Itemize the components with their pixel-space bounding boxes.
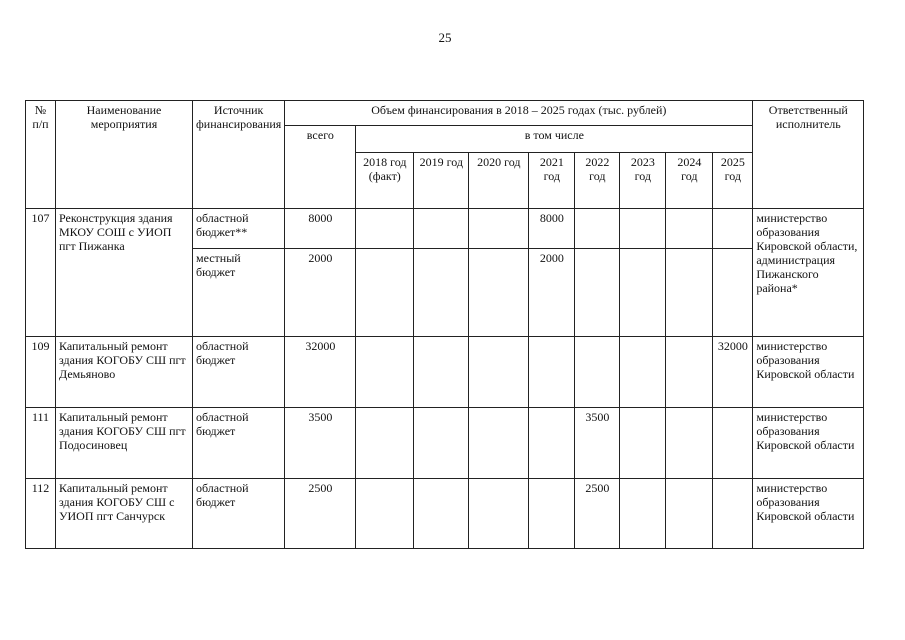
table-row bbox=[26, 209, 864, 249]
responsible-executor: министерство образования Кировской области bbox=[753, 337, 864, 408]
funding-source: областной бюджет bbox=[193, 337, 285, 408]
year-amount bbox=[414, 337, 469, 408]
year-amount bbox=[356, 337, 414, 408]
responsible-executor: министерство образования Кировской области, администрация Пижанского района* bbox=[753, 209, 864, 337]
responsible-executor: министерство образования Кировской области bbox=[753, 408, 864, 479]
col-header-year: 2023 год bbox=[620, 153, 666, 209]
total-amount: 3500 bbox=[285, 408, 356, 479]
year-amount bbox=[529, 408, 575, 479]
year-amount bbox=[469, 209, 529, 249]
col-header-year: 2018 год (факт) bbox=[356, 153, 414, 209]
responsible-executor: министерство образования Кировской области bbox=[753, 479, 864, 549]
measure-name: Капитальный ремонт здания КОГОБУ СШ пгт Демьяново bbox=[56, 337, 193, 408]
total-amount: 8000 bbox=[285, 209, 356, 249]
measure-name: Реконструкция здания МКОУ СОШ с УИОП пгт Пижанка bbox=[56, 209, 193, 337]
col-header-year: 2022 год bbox=[575, 153, 620, 209]
year-amount bbox=[713, 479, 753, 549]
year-amount: 8000 bbox=[529, 209, 575, 249]
year-amount bbox=[713, 249, 753, 337]
year-amount bbox=[575, 337, 620, 408]
year-amount bbox=[529, 479, 575, 549]
total-amount: 2000 bbox=[285, 249, 356, 337]
year-amount bbox=[469, 337, 529, 408]
measure-name: Капитальный ремонт здания КОГОБУ СШ пгт Подосиновец bbox=[56, 408, 193, 479]
year-amount bbox=[356, 408, 414, 479]
table-row bbox=[26, 479, 864, 549]
row-number: 111 bbox=[26, 408, 56, 479]
year-amount bbox=[666, 249, 713, 337]
col-header-executor: Ответственный исполнитель bbox=[753, 101, 864, 209]
year-amount bbox=[356, 209, 414, 249]
page-number: 25 bbox=[438, 30, 452, 45]
year-amount bbox=[469, 408, 529, 479]
total-amount: 32000 bbox=[285, 337, 356, 408]
table-row bbox=[26, 408, 864, 479]
col-header-total: всего bbox=[285, 126, 356, 209]
col-header-year: 2024 год bbox=[666, 153, 713, 209]
year-amount bbox=[713, 408, 753, 479]
year-amount bbox=[620, 479, 666, 549]
col-header-including: в том числе bbox=[356, 126, 753, 153]
year-amount bbox=[356, 249, 414, 337]
year-amount bbox=[713, 209, 753, 249]
year-amount bbox=[620, 337, 666, 408]
measure-name: Капитальный ремонт здания КОГОБУ СШ с УИОП пгт Санчурск bbox=[56, 479, 193, 549]
col-header-year: 2019 год bbox=[414, 153, 469, 209]
year-amount bbox=[666, 479, 713, 549]
year-amount bbox=[620, 408, 666, 479]
row-number: 107 bbox=[26, 209, 56, 337]
year-amount bbox=[469, 249, 529, 337]
year-amount: 2000 bbox=[529, 249, 575, 337]
funding-source: областной бюджет bbox=[193, 408, 285, 479]
year-amount bbox=[414, 479, 469, 549]
col-header-name: Наименование мероприятия bbox=[56, 101, 193, 209]
funding-source: местный бюджет bbox=[193, 249, 285, 337]
year-amount bbox=[469, 479, 529, 549]
col-header-year: 2020 год bbox=[469, 153, 529, 209]
financing-table bbox=[25, 100, 864, 549]
year-amount bbox=[414, 249, 469, 337]
col-header-year: 2021 год bbox=[529, 153, 575, 209]
col-header-volume: Объем финансирования в 2018 – 2025 годах (тыс. рублей) bbox=[285, 101, 753, 126]
year-amount bbox=[414, 209, 469, 249]
year-amount bbox=[620, 249, 666, 337]
table-row bbox=[26, 337, 864, 408]
year-amount bbox=[620, 209, 666, 249]
total-amount: 2500 bbox=[285, 479, 356, 549]
year-amount bbox=[529, 337, 575, 408]
year-amount bbox=[575, 249, 620, 337]
row-number: 109 bbox=[26, 337, 56, 408]
col-header-year: 2025 год bbox=[713, 153, 753, 209]
year-amount bbox=[666, 408, 713, 479]
year-amount bbox=[666, 337, 713, 408]
year-amount bbox=[666, 209, 713, 249]
year-amount: 32000 bbox=[713, 337, 753, 408]
year-amount: 2500 bbox=[575, 479, 620, 549]
year-amount bbox=[356, 479, 414, 549]
year-amount bbox=[414, 408, 469, 479]
col-header-source: Источник финансирования bbox=[193, 101, 285, 209]
year-amount bbox=[575, 209, 620, 249]
funding-source: областной бюджет bbox=[193, 479, 285, 549]
row-number: 112 bbox=[26, 479, 56, 549]
col-header-no: № п/п bbox=[26, 101, 56, 209]
funding-source: областной бюджет** bbox=[193, 209, 285, 249]
year-amount: 3500 bbox=[575, 408, 620, 479]
